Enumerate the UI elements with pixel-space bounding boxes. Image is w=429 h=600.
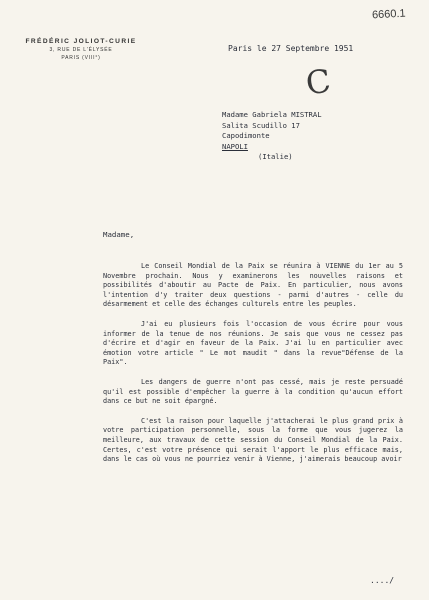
letter-date: Paris le 27 Septembre 1951 [228, 44, 354, 53]
recipient-locality: Capodimonte [222, 131, 270, 140]
letterhead-city: PARIS (VIII°) [61, 55, 101, 61]
letterhead-street: 3, RUE DE L'ÉLYSÉE [49, 47, 113, 53]
letterhead [6, 38, 156, 61]
letterhead-name: FRÉDÉRIC JOLIOT-CURIE [25, 38, 137, 45]
paragraph: C'est la raison pour laquelle j'attacherai le plus grand prix à votre participation personnelle, sous la forme que vous jugerez la meilleure, aux travaux de cette session du Conseil Mondial de la Paix. Certes, c'est votre présence qui serait l'apport le plus efficace mais, dans le cas où vous ne pourriez venir à Vienne, j'aimerais beaucoup avoir [103, 416, 403, 464]
archive-number: 6660.1 [371, 7, 406, 22]
letter-body [103, 262, 403, 475]
paragraph: Le Conseil Mondial de la Paix se réunira à VIENNE du 1er au 5 Novembre prochain. Nous y examinerons les nouvelles raisons et possibilités d'aboutir au Pacte de Paix. En particulier, nous avons l'intention d'y traiter deux questions - parmi d'autres - celle du désarmement et celle des échanges culturels entre les peuples. [103, 262, 403, 309]
handwritten-c-mark: C [303, 61, 334, 103]
recipient-address [222, 110, 322, 163]
page-continuation-mark: ..../ [370, 576, 395, 585]
recipient-name: Madame Gabriela MISTRAL [222, 110, 322, 119]
recipient-city: NAPOLI [222, 141, 248, 151]
paragraph: Les dangers de guerre n'ont pas cessé, mais je reste persuadé qu'il est possible d'empêcher la guerre à la condition qu'aucun effort dans ce but ne soit épargné. [103, 377, 403, 406]
salutation: Madame, [103, 230, 135, 239]
paragraph: J'ai eu plusieurs fois l'occasion de vous écrire pour vous informer de la tenue de nos réunions. Je sais que vous ne cessez pas d'écrire et d'agir en faveur de la Paix. J'ai lu en particulier avec émotion votre article " Le mot maudit " dans la revue"Défense de la Paix". [103, 319, 403, 367]
recipient-street: Salita Scudillo 17 [222, 120, 300, 130]
recipient-country: (Italie) [258, 152, 293, 161]
